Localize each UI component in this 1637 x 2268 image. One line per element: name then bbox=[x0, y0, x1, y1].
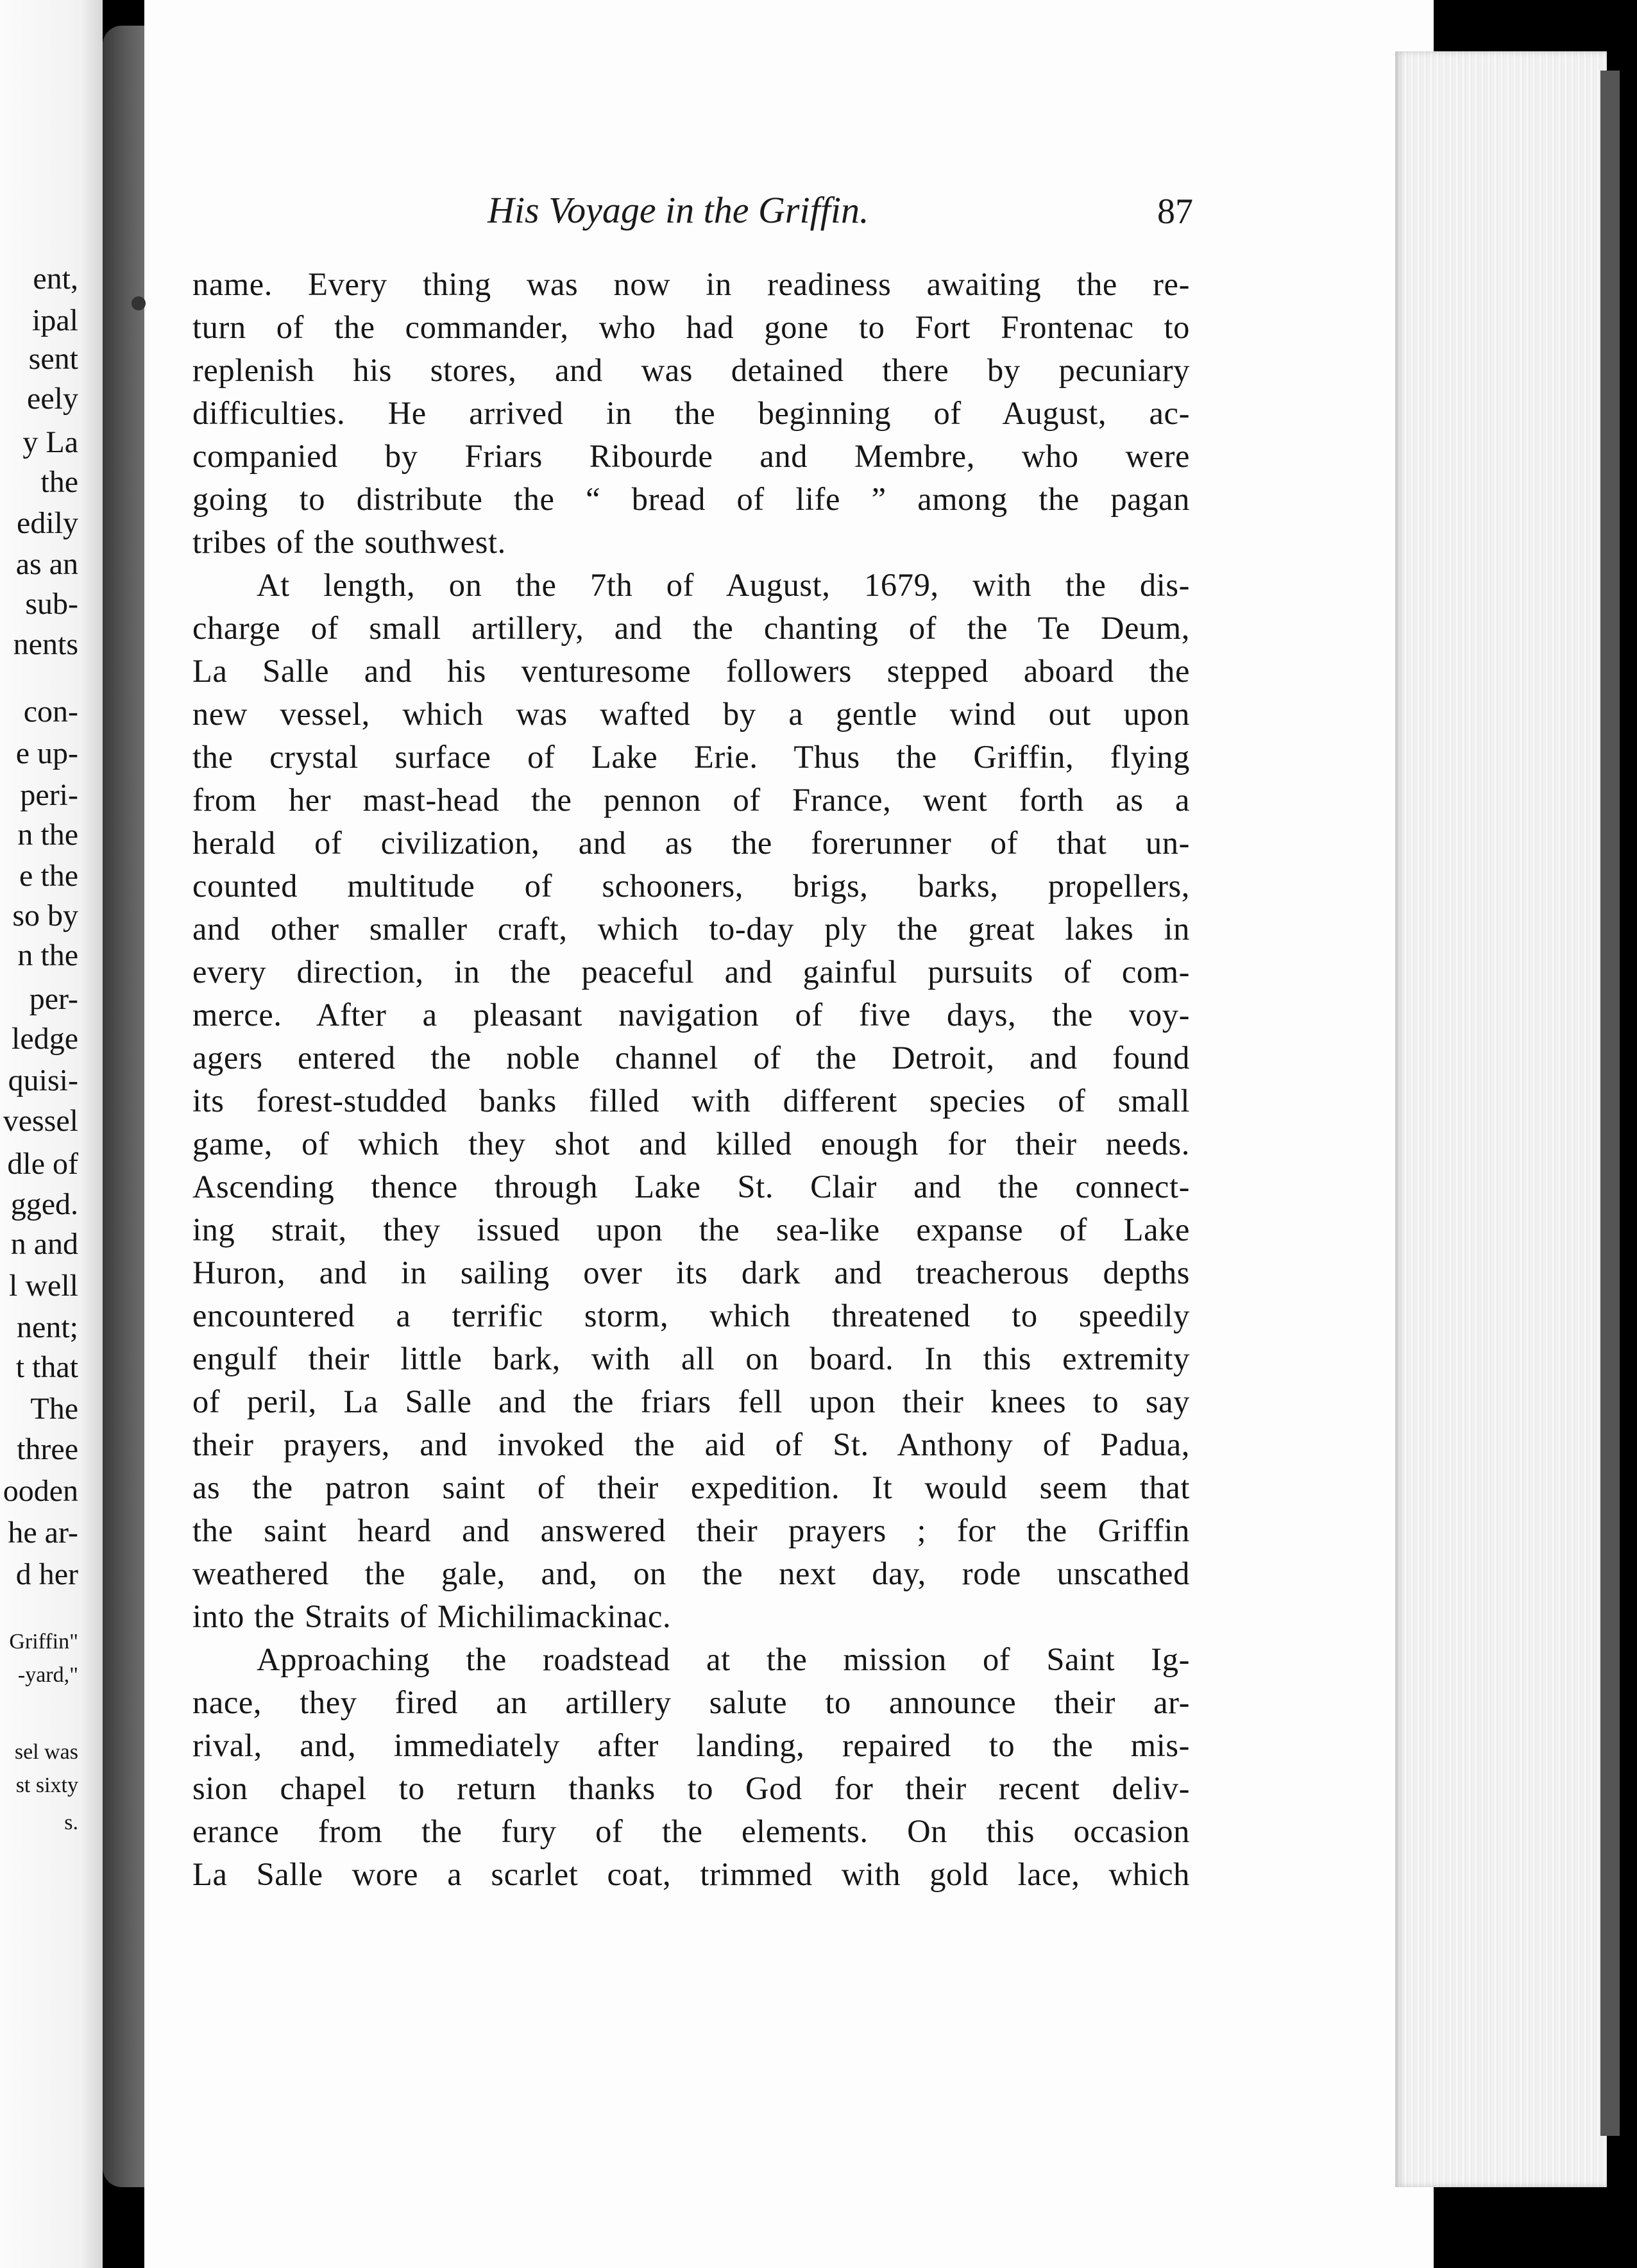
page-edges bbox=[1395, 51, 1607, 2187]
left-page-fragment: ent, bbox=[33, 262, 78, 296]
left-page-fragment: sel was bbox=[14, 1740, 78, 1764]
text-line: Approaching the roadstead at the mission of Saint Ig- bbox=[257, 1641, 1190, 1677]
text-line: game, of which they shot and killed enough for their needs. bbox=[192, 1126, 1190, 1162]
left-page-fragment: l well bbox=[9, 1269, 78, 1303]
text-line: nace, they fired an artillery salute to announce their ar- bbox=[192, 1684, 1190, 1720]
text-line: name. Every thing was now in readiness awaiting the re- bbox=[192, 266, 1190, 302]
text-line: erance from the fury of the elements. On this occasion bbox=[192, 1813, 1190, 1849]
left-page-fragment: t that bbox=[15, 1350, 78, 1384]
text-line: herald of civilization, and as the forerunner of that un- bbox=[192, 825, 1190, 861]
left-page-fragment: the bbox=[40, 465, 78, 499]
text-line: Ascending thence through Lake St. Clair and the connect- bbox=[192, 1169, 1190, 1205]
text-line: rival, and, immediately after landing, repaired to the mis- bbox=[192, 1727, 1190, 1763]
text-line: the crystal surface of Lake Erie. Thus the Griffin, flying bbox=[192, 739, 1190, 775]
left-page-fragment: sent bbox=[28, 342, 78, 376]
text-line: merce. After a pleasant navigation of five days, the voy- bbox=[192, 997, 1190, 1033]
text-line: new vessel, which was wafted by a gentle wind out upon bbox=[192, 696, 1190, 732]
text-line: the saint heard and answered their prayers ; for the Griffin bbox=[192, 1512, 1190, 1548]
left-page-fragment: n the bbox=[17, 938, 78, 972]
text-line: At length, on the 7th of August, 1679, with the dis- bbox=[257, 567, 1190, 603]
left-page-fragment: three bbox=[17, 1432, 78, 1466]
left-page-fragment: dle of bbox=[7, 1147, 78, 1181]
text-line: replenish his stores, and was detained there by pecuniary bbox=[192, 352, 1190, 388]
body-text bbox=[192, 263, 1190, 1896]
text-line: companied by Friars Ribourde and Membre, who were bbox=[192, 438, 1190, 474]
left-page-fragment: nent; bbox=[17, 1310, 78, 1344]
left-page-fragment: sub- bbox=[25, 587, 78, 621]
text-line: going to distribute the “ bread of life ” among the pagan bbox=[192, 481, 1190, 517]
left-page-fragment: per- bbox=[29, 982, 78, 1016]
text-line: counted multitude of schooners, brigs, barks, propellers, bbox=[192, 868, 1190, 904]
text-line: tribes of the southwest. bbox=[192, 524, 506, 560]
text-line: Huron, and in sailing over its dark and treacherous depths bbox=[192, 1255, 1190, 1291]
left-page-fragment: con- bbox=[23, 695, 78, 729]
text-line: sion chapel to return thanks to God for their recent deliv- bbox=[192, 1770, 1190, 1806]
text-line: La Salle wore a scarlet coat, trimmed with gold lace, which bbox=[192, 1856, 1190, 1892]
text-line: turn of the commander, who had gone to Fort Frontenac to bbox=[192, 309, 1190, 345]
text-line: difficulties. He arrived in the beginning of August, ac- bbox=[192, 395, 1190, 431]
text-line: of peril, La Salle and the friars fell upon their knees to say bbox=[192, 1384, 1190, 1419]
text-line: as the patron saint of their expedition. It would seem that bbox=[192, 1469, 1190, 1505]
left-page-fragment: Griffin" bbox=[9, 1630, 78, 1654]
left-page-fragment: d her bbox=[15, 1557, 78, 1591]
left-page-fragment: ooden bbox=[3, 1474, 78, 1508]
left-page-fragment: ledge bbox=[12, 1022, 78, 1056]
left-page-fragment: n and bbox=[10, 1227, 78, 1261]
text-line: ing strait, they issued upon the sea-like expanse of Lake bbox=[192, 1212, 1190, 1248]
left-page-fragment: gged. bbox=[10, 1187, 78, 1221]
left-page bbox=[0, 0, 103, 2268]
left-page-fragment: he ar- bbox=[8, 1516, 78, 1550]
left-page-fragment: vessel bbox=[3, 1104, 78, 1138]
left-page-fragment: so by bbox=[12, 899, 78, 933]
left-page-fragment: peri- bbox=[20, 778, 78, 812]
left-page-fragment: ipal bbox=[32, 303, 78, 337]
left-page-fragment: n the bbox=[17, 818, 78, 852]
left-page-fragment: The bbox=[30, 1392, 78, 1426]
text-line: engulf their little bark, with all on board. In this extremity bbox=[192, 1341, 1190, 1376]
left-page-fragment: e the bbox=[19, 859, 78, 893]
left-page-fragment: nents bbox=[13, 627, 78, 661]
left-page-fragment: st sixty bbox=[15, 1773, 78, 1797]
text-line: weathered the gale, and, on the next day, rode unscathed bbox=[192, 1555, 1190, 1591]
text-line: from her mast-head the pennon of France, went forth as a bbox=[192, 782, 1190, 818]
text-line: and other smaller craft, which to-day ply the great lakes in bbox=[192, 911, 1190, 947]
running-header bbox=[488, 189, 1193, 240]
left-page-fragment: e up- bbox=[15, 736, 78, 770]
book-cover-edge bbox=[1600, 71, 1620, 2136]
text-line: La Salle and his venturesome followers stepped aboard the bbox=[192, 653, 1190, 689]
page-number: 87 bbox=[1157, 192, 1193, 232]
left-page-fragment: quisi- bbox=[8, 1063, 78, 1097]
left-page-fragment: y La bbox=[22, 425, 78, 459]
text-line: their prayers, and invoked the aid of St. Anthony of Padua, bbox=[192, 1426, 1190, 1462]
text-line: charge of small artillery, and the chanting of the Te Deum, bbox=[192, 610, 1190, 646]
left-page-fragment: as an bbox=[15, 547, 78, 581]
left-page-fragment: -yard," bbox=[17, 1663, 78, 1687]
text-line: agers entered the noble channel of the Detroit, and found bbox=[192, 1040, 1190, 1076]
text-line: every direction, in the peaceful and gainful pursuits of com- bbox=[192, 954, 1190, 990]
text-line: into the Straits of Michilimackinac. bbox=[192, 1598, 672, 1634]
left-page-fragment: eely bbox=[27, 382, 78, 416]
text-line: encountered a terrific storm, which threatened to speedily bbox=[192, 1298, 1190, 1333]
left-page-fragment: edily bbox=[17, 506, 78, 540]
text-line: its forest-studded banks filled with different species of small bbox=[192, 1083, 1190, 1119]
left-page-fragment: s. bbox=[64, 1811, 78, 1834]
running-title: His Voyage in the Griffin. bbox=[488, 189, 869, 231]
ink-blot-mark bbox=[131, 296, 146, 310]
